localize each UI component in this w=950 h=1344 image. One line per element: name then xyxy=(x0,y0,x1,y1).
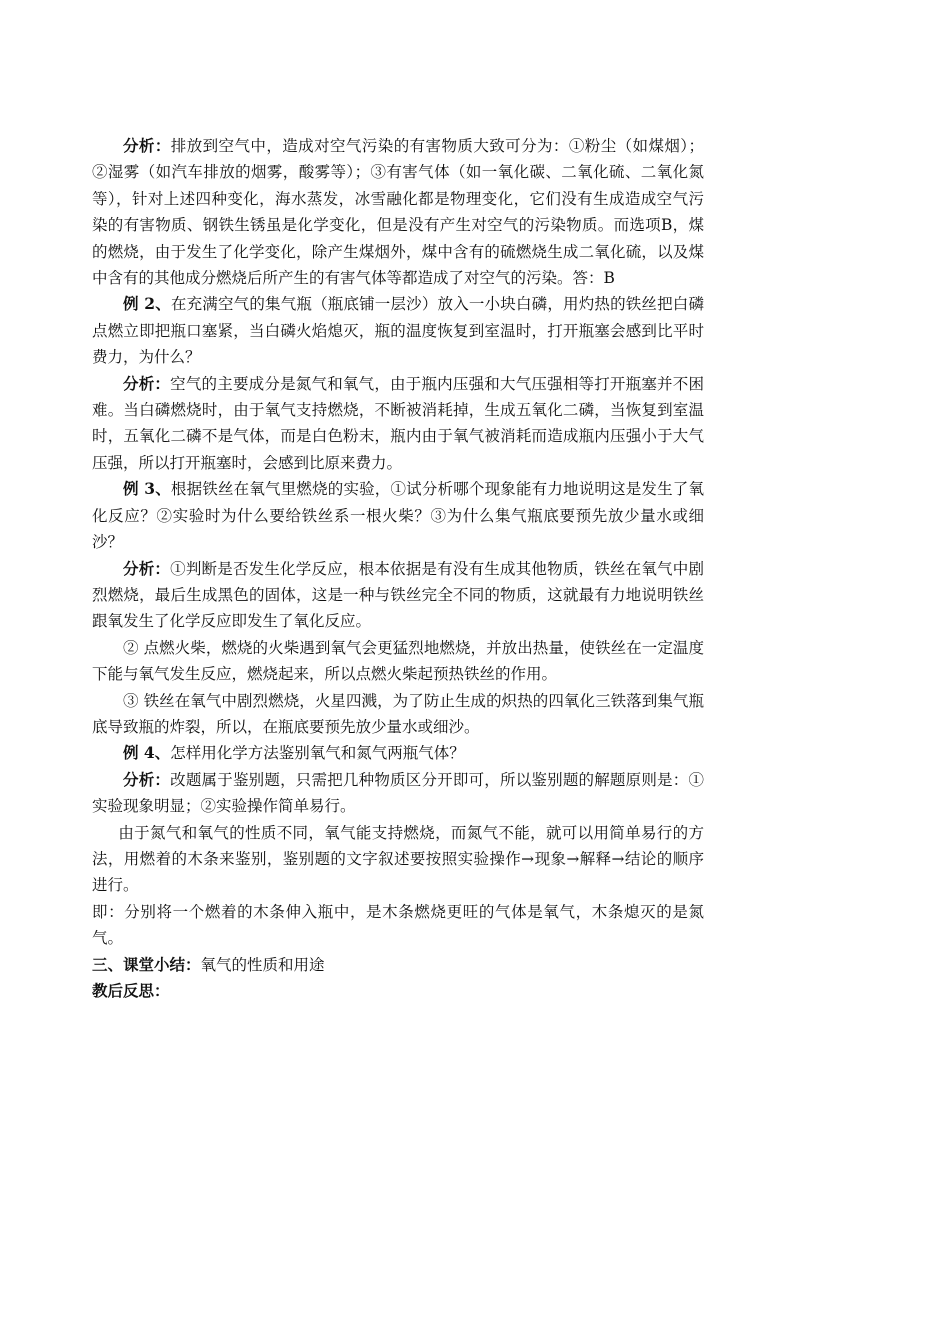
analysis-text: 空气的主要成分是氮气和氧气，由于瓶内压强和大气压强相等打开瓶塞并不困难。当白磷燃烧时，由于氧气支持燃烧，不断被消耗掉，生成五氧化二磷，当恢复到室温时，五氧化二磷不是气体，而是白色粉末，瓶内由于氧气被消耗而造成瓶内压强小于大气压强，所以打开瓶塞时，会感到比原来费力。 xyxy=(92,374,704,472)
analysis-point-2: ② 点燃火柴，燃烧的火柴遇到氧气会更猛烈地燃烧，并放出热量，使铁丝在一定温度下能与氧气发生反应，燃烧起来，所以点燃火柴起预热铁丝的作用。 xyxy=(92,638,704,684)
analysis-label: 分析： xyxy=(123,136,171,155)
analysis-text: 排放到空气中，造成对空气污染的有害物质大致可分为：①粉尘（如煤烟）；②湿雾（如汽车排放的烟雾，酸雾等）；③有害气体（如一氧化碳、二氧化硫、二氧化氮等），针对上述四种变化，海水蒸发，冰雪融化都是物理变化，它们没有生成造成空气污染的有害物质、钢铁生锈虽是化学变化，但是没有产生对空气的污染物质。而选项B，煤的燃烧，由于发生了化学变化，除产生煤烟外，煤中含有的硫燃烧生成二氧化硫，以及煤中含有的其他成分燃烧后所产生的有害气体等都造成了对空气的污染。答：B xyxy=(92,137,704,288)
method-paragraph: 由于氮气和氧气的性质不同，氧气能支持燃烧，而氮气不能，就可以用简单易行的方法，用燃着的木条来鉴别，鉴别题的文字叙述要按照实验操作→现象→解释→结论的顺序进行。 xyxy=(92,823,704,895)
analysis-paragraph-1 xyxy=(92,133,704,291)
example-label: 例 4、 xyxy=(123,743,171,763)
analysis-paragraph-2 xyxy=(92,371,704,477)
class-summary xyxy=(92,952,704,978)
analysis-paragraph-3 xyxy=(92,556,704,635)
example-text: 怎样用化学方法鉴别氧气和氮气两瓶气体？ xyxy=(170,744,465,763)
analysis-label: 分析： xyxy=(123,769,171,789)
example-2-question xyxy=(92,291,704,370)
summary-text: 氧气的性质和用途 xyxy=(200,955,325,974)
analysis-label: 分析： xyxy=(123,558,171,578)
analysis-label: 分析： xyxy=(123,373,171,393)
example-4-question xyxy=(92,740,704,766)
summary-label: 三、课堂小结： xyxy=(92,954,201,974)
example-text: 根据铁丝在氧气里燃烧的实验，①试分析哪个现象能有力地说明这是发生了氧化反应？②实验时为什么要给铁丝系一根火柴？③为什么集气瓶底要预先放少量水或细沙？ xyxy=(92,480,704,552)
analysis-text: ①判断是否发生化学反应，根本依据是有没有生成其他物质，铁丝在氧气中剧烈燃烧，最后生成黑色的固体，这是一种与铁丝完全不同的物质，这就最有力地说明铁丝跟氧发生了化学反应即发生了氧化反应。 xyxy=(92,559,704,631)
analysis-text: 改题属于鉴别题，只需把几种物质区分开即可，所以鉴别题的解题原则是：①实验现象明显；②实验操作简单易行。 xyxy=(92,770,704,816)
example-label: 例 2、 xyxy=(123,294,171,314)
document-page xyxy=(92,133,704,1004)
example-text: 在充满空气的集气瓶（瓶底铺一层沙）放入一小块白磷，用灼热的铁丝把白磷点燃立即把瓶口塞紧，当白磷火焰熄灭，瓶的温度恢复到室温时，打开瓶塞会感到比平时费力，为什么？ xyxy=(92,295,704,367)
analysis-paragraph-4 xyxy=(92,767,704,820)
answer-paragraph: 即：分别将一个燃着的木条伸入瓶中，是木条燃烧更旺的气体是氧气，木条熄灭的是氮气。 xyxy=(92,902,704,948)
analysis-point-3: ③ 铁丝在氧气中剧烈燃烧，火星四溅，为了防止生成的炽热的四氧化三铁落到集气瓶底导致瓶的炸裂，所以，在瓶底要预先放少量水或细沙。 xyxy=(92,691,704,736)
reflection-label: 教后反思： xyxy=(92,981,170,1000)
example-3-question xyxy=(92,476,704,555)
example-label: 例 3、 xyxy=(123,479,171,499)
teaching-reflection xyxy=(92,978,704,1004)
